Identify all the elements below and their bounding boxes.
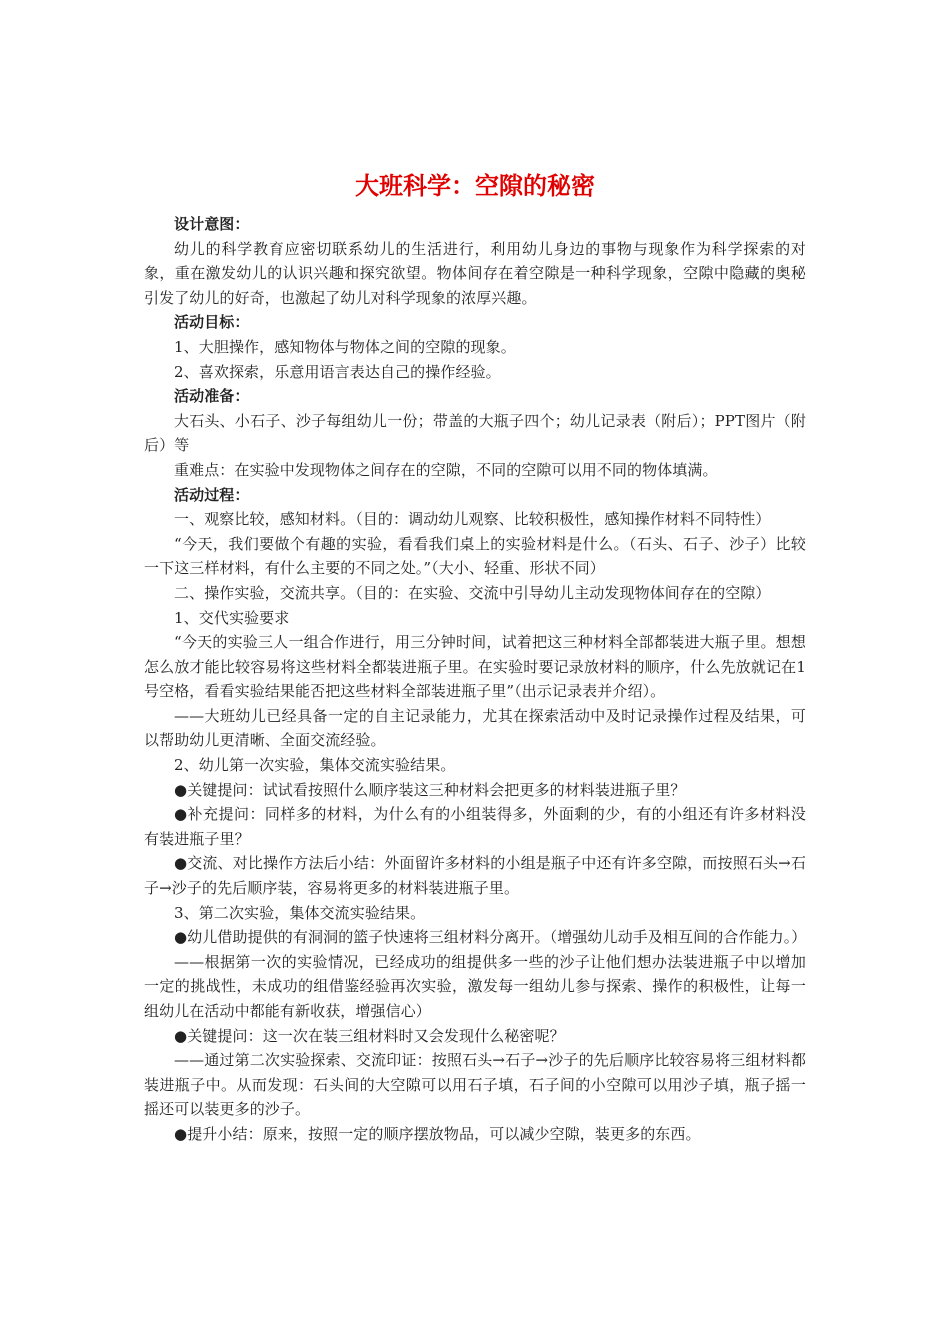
body-paragraph: 2、幼儿第一次实验，集体交流实验结果。: [174, 756, 456, 775]
body-paragraph: 3、第二次实验，集体交流实验结果。: [174, 903, 426, 922]
body-paragraph: ●补充提问：同样多的材料，为什么有的小组装得多，外面剩的少，有的小组还有许多材料没有装进瓶子里？: [144, 805, 806, 848]
body-paragraph: 大石头、小石子、沙子每组幼儿一份；带盖的大瓶子四个；幼儿记录表（附后）；PPT图片（附后）等: [144, 411, 806, 455]
section-heading: 活动目标：: [174, 313, 250, 332]
section-heading: 活动准备：: [174, 387, 250, 406]
body-paragraph: “今天的实验三人一组合作进行，用三分钟时间，试着把这三种材料全部都装进大瓶子里。想想怎么放才能比较容易将这些材料全都装进瓶子里。在实验时要记录放材料的顺序，什么先放就记在1号空格，看看实验结果能否把这些材料全部装进瓶子里”（出示记录表并介绍）。: [144, 633, 806, 701]
body-paragraph: ●关键提问：这一次在装三组材料时又会发现什么秘密呢？: [174, 1026, 565, 1045]
body-paragraph: ——根据第一次的实验情况，已经成功的组提供多一些的沙子让他们想办法装进瓶子中以增加一定的挑战性，未成功的组借鉴经验再次实验，激发每一组幼儿参与探索、操作的积极性，让每一组幼儿在活动中都能有新收获，增强信心）: [144, 952, 806, 1020]
body-paragraph: 一、观察比较，感知材料。（目的：调动幼儿观察、比较积极性，感知操作材料不同特性）: [174, 510, 771, 529]
body-paragraph: ●幼儿借助提供的有洞洞的篮子快速将三组材料分离开。（增强幼儿动手及相互间的合作能力。）: [174, 928, 807, 947]
body-paragraph: ——大班幼儿已经具备一定的自主记录能力，尤其在探索活动中及时记录操作过程及结果，可以帮助幼儿更清晰、全面交流经验。: [144, 706, 806, 750]
body-paragraph: ●提升小结：原来，按照一定的顺序摆放物品，可以减少空隙，装更多的东西。: [174, 1124, 701, 1143]
body-paragraph: 幼儿的科学教育应密切联系幼儿的生活进行，利用幼儿身边的事物与现象作为科学探索的对象，重在激发幼儿的认识兴趣和探究欲望。物体间存在着空隙是一种科学现象，空隙中隐藏的奥秘引发了幼儿的好奇，也激起了幼儿对科学现象的浓厚兴趣。: [144, 239, 806, 307]
document-body: [144, 212, 806, 1147]
section-heading: 活动过程：: [174, 485, 250, 504]
section-heading: 设计意图：: [174, 215, 250, 233]
body-paragraph: ●关键提问：试试看按照什么顺序装这三种材料会把更多的材料装进瓶子里？: [174, 780, 686, 799]
body-paragraph: 重难点：在实验中发现物体之间存在的空隙，不同的空隙可以用不同的物体填满。: [174, 460, 718, 479]
document-title: 大班科学：空隙的秘密: [355, 172, 595, 200]
body-paragraph: 2、喜欢探索，乐意用语言表达自己的操作经验。: [174, 362, 501, 381]
body-paragraph: ——通过第二次实验探索、交流印证：按照石头→石子→沙子的先后顺序比较容易将三组材料都装进瓶子中。从而发现：石头间的大空隙可以用石子填，石子间的小空隙可以用沙子填，瓶子摇一摇还可以装更多的沙子。: [144, 1051, 806, 1119]
body-paragraph: 1、交代实验要求: [174, 608, 290, 627]
body-paragraph: “今天，我们要做个有趣的实验，看看我们桌上的实验材料是什么。（石头、石子、沙子）比较一下这三样材料，有什么主要的不同之处。”（大小、轻重、形状不同）: [144, 534, 806, 578]
body-paragraph: ●交流、对比操作方法后小结：外面留许多材料的小组是瓶子中还有许多空隙，而按照石头→石子→沙子的先后顺序装，容易将更多的材料装进瓶子里。: [144, 854, 806, 898]
body-paragraph: 1、大胆操作，感知物体与物体之间的空隙的现象。: [174, 337, 516, 356]
body-paragraph: 二、操作实验，交流共享。（目的：在实验、交流中引导幼儿主动发现物体间存在的空隙）: [174, 583, 771, 602]
